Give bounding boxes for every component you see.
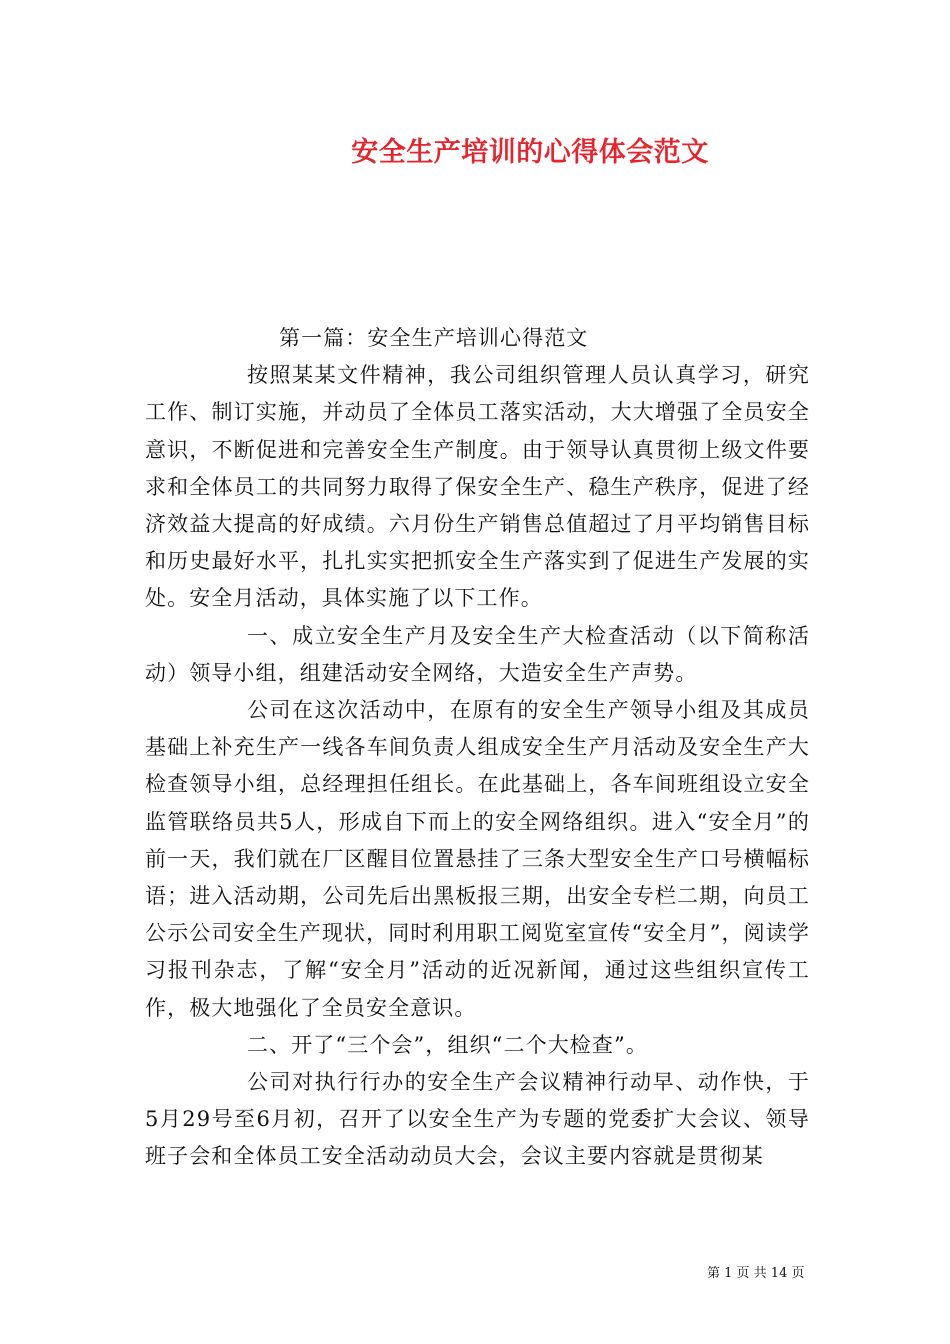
document-body <box>145 320 810 1176</box>
paragraph: 二、开了“三个会”，组织“二个大检查”。 <box>247 1032 648 1057</box>
document-title: 安全生产培训的心得体会范文 <box>351 137 709 168</box>
paragraph: 公司在这次活动中，在原有的安全生产领导小组及其成员基础上补充生产一线各车间负责人组成安全生产月活动及安全生产大检查领导小组，总经理担任组长。在此基础上，各车间班组设立安全监管联络员共5人，形成自下而上的安全网络组织。进入“安全月”的前一天，我们就在厂区醒目位置悬挂了三条大型安全生产口号横幅标语；进入活动期，公司先后出黑板报三期，出安全专栏二期，向员工公示公司安全生产现状，同时利用职工阅览室宣传“安全月”，阅读学习报刊杂志，了解“安全月”活动的近况新闻，通过这些组织宣传工作，极大地强化了全员安全意识。 <box>145 698 810 1020</box>
paragraph: 公司对执行行办的安全生产会议精神行动早、动作快，于5月29号至6月初，召开了以安全生产为专题的党委扩大会议、领导班子会和全体员工安全活动动员大会，会议主要内容就是贯彻某 <box>145 1070 810 1169</box>
page-number: 第 1 页 共 14 页 <box>707 1266 805 1281</box>
paragraph: 一、成立安全生产月及安全生产大检查活动（以下简称活动）领导小组，组建活动安全网络，大造安全生产声势。 <box>145 623 810 685</box>
paragraph: 按照某某文件精神，我公司组织管理人员认真学习，研究工作、制订实施，并动员了全体员工落实活动，大大增强了全员安全意识，不断促进和完善安全生产制度。由于领导认真贯彻上级文件要求和全体员工的共同努力取得了保安全生产、稳生产秩序，促进了经济效益大提高的好成绩。六月份生产销售总值超过了月平均销售目标和历史最好水平，扎扎实实把抓安全生产落实到了促进生产发展的实处。安全月活动，具体实施了以下工作。 <box>145 363 810 611</box>
section-heading: 第一篇：安全生产培训心得范文 <box>279 326 589 350</box>
